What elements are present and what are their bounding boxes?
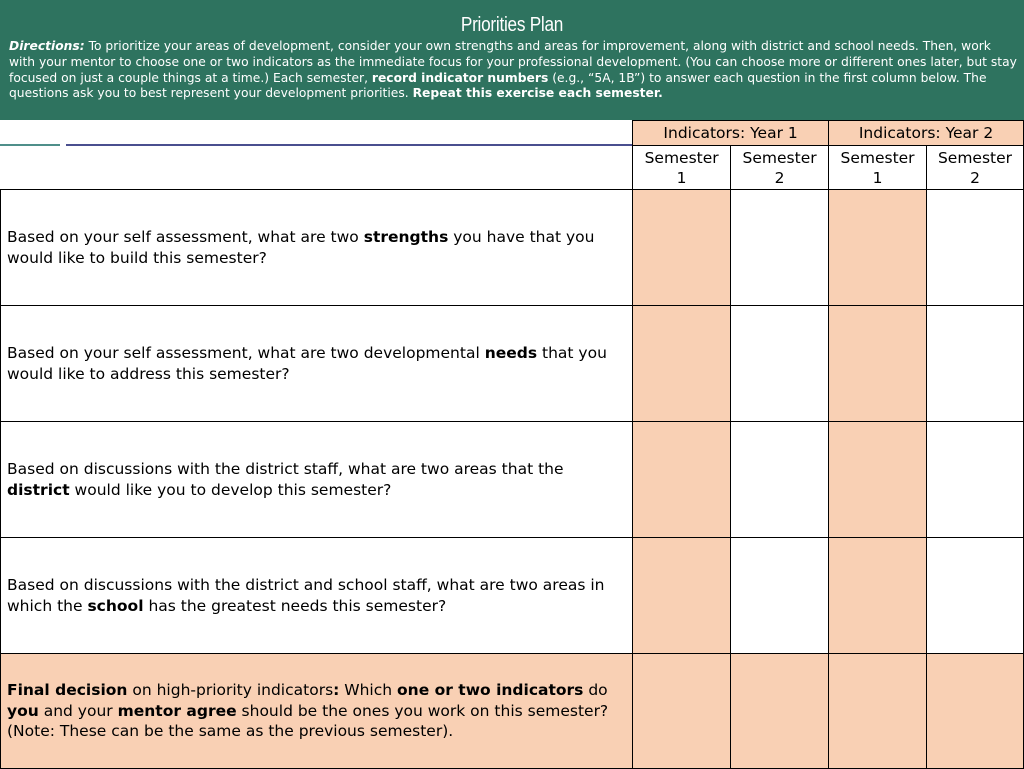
answer-cell-y2-s1[interactable] — [829, 654, 927, 769]
answer-cell-y1-s2[interactable] — [731, 654, 829, 769]
directions-bold-1: record indicator numbers — [371, 70, 549, 85]
answer-cell-y2-s1[interactable] — [829, 306, 927, 422]
final-text-bold: one or two indicators — [397, 681, 584, 700]
directions-part-2: (e.g., “5A, 1B”) to answer each question in the first column below. The questions ask you to best represent your development priorities. — [9, 70, 987, 101]
question-text: would like you to develop this semester? — [69, 480, 392, 499]
question-text: Based on discussions with the district staff, what are two areas that the — [7, 460, 564, 478]
final-text-bold: mentor agree — [117, 701, 237, 720]
semester-word: Semester — [840, 148, 915, 167]
question-keyword: strengths — [363, 228, 449, 246]
question-text: Based on discussions with the district and school staff, what are two areas in which the — [7, 576, 605, 615]
table-row — [1, 538, 1024, 654]
answer-cell-y2-s2[interactable] — [927, 654, 1024, 769]
answer-cell-y1-s1[interactable] — [633, 654, 731, 769]
question-school — [1, 538, 633, 654]
final-decision-row — [1, 654, 1024, 769]
semester-word: Semester — [644, 148, 719, 167]
question-needs — [1, 306, 633, 422]
year-header-row — [1, 121, 1024, 146]
question-text: Based on your self assessment, what are two developmental — [7, 344, 485, 362]
answer-cell-y2-s1[interactable] — [829, 538, 927, 654]
answer-cell-y2-s1[interactable] — [829, 422, 927, 538]
directions-text — [9, 39, 1017, 102]
question-text: that you would like to address this semester? — [7, 344, 607, 383]
answer-cell-y2-s1[interactable] — [829, 190, 927, 306]
semester-header-y1-s2 — [731, 146, 829, 190]
page-title: Priorities Plan — [460, 14, 564, 36]
final-text-bold: you — [7, 701, 39, 720]
answer-cell-y1-s1[interactable] — [633, 306, 731, 422]
answer-cell-y2-s2[interactable] — [927, 190, 1024, 306]
question-text: Based on your self assessment, what are two — [7, 228, 364, 246]
semester-number: 2 — [970, 168, 980, 187]
question-keyword: district — [7, 480, 70, 499]
directions-bold-2: Repeat this exercise each semester. — [412, 86, 663, 101]
final-text: should be the ones you work on this semester? (Note: These can be the same as the previous semester). — [7, 701, 609, 741]
table-row — [1, 306, 1024, 422]
answer-cell-y1-s1[interactable] — [633, 422, 731, 538]
header-blank-cell — [1, 121, 633, 190]
answer-cell-y2-s2[interactable] — [927, 422, 1024, 538]
semester-word: Semester — [937, 148, 1013, 167]
priorities-table — [0, 120, 1024, 769]
answer-cell-y1-s2[interactable] — [731, 306, 829, 422]
table-row — [1, 422, 1024, 538]
year-2-header: Indicators: Year 2 — [829, 121, 1024, 146]
final-text: Which — [339, 681, 398, 700]
semester-header-y2-s1 — [829, 146, 927, 190]
directions-part-1: To prioritize your areas of development, consider your own strengths and areas for improvement, along with district and school needs. Then, work with your mentor to choose one or two indicators as the immediate focus for your professional development. (You can choose more or different ones later, but stay focused on just a couple things at a time.) Each semester, — [9, 39, 1017, 85]
header-banner — [0, 0, 1024, 120]
answer-cell-y1-s2[interactable] — [731, 422, 829, 538]
semester-number: 1 — [872, 168, 883, 187]
answer-cell-y1-s1[interactable] — [633, 538, 731, 654]
question-text: you have that you would like to build this semester? — [7, 228, 595, 267]
question-text: has the greatest needs this semester? — [143, 596, 447, 615]
semester-word: Semester — [742, 148, 817, 167]
answer-cell-y1-s2[interactable] — [731, 190, 829, 306]
question-keyword: needs — [484, 344, 538, 362]
answer-cell-y2-s2[interactable] — [927, 306, 1024, 422]
answer-cell-y2-s2[interactable] — [927, 538, 1024, 654]
semester-number: 2 — [774, 168, 785, 187]
question-district — [1, 422, 633, 538]
question-keyword: school — [87, 596, 144, 615]
final-text: on high-priority indicators — [127, 681, 334, 700]
table-row — [1, 190, 1024, 306]
answer-cell-y1-s1[interactable] — [633, 190, 731, 306]
final-text-bold: Final decision — [7, 681, 128, 700]
semester-header-y1-s1 — [633, 146, 731, 190]
year-1-header: Indicators: Year 1 — [633, 121, 829, 146]
directions-label: Directions: — [9, 39, 85, 53]
semester-number: 1 — [676, 168, 687, 187]
final-text: do — [583, 681, 608, 700]
final-text-bold: : — [333, 681, 340, 700]
semester-header-y2-s2 — [927, 146, 1024, 190]
final-text: and your — [38, 701, 118, 720]
answer-cell-y1-s2[interactable] — [731, 538, 829, 654]
question-strengths — [1, 190, 633, 306]
final-decision-question — [1, 654, 633, 769]
